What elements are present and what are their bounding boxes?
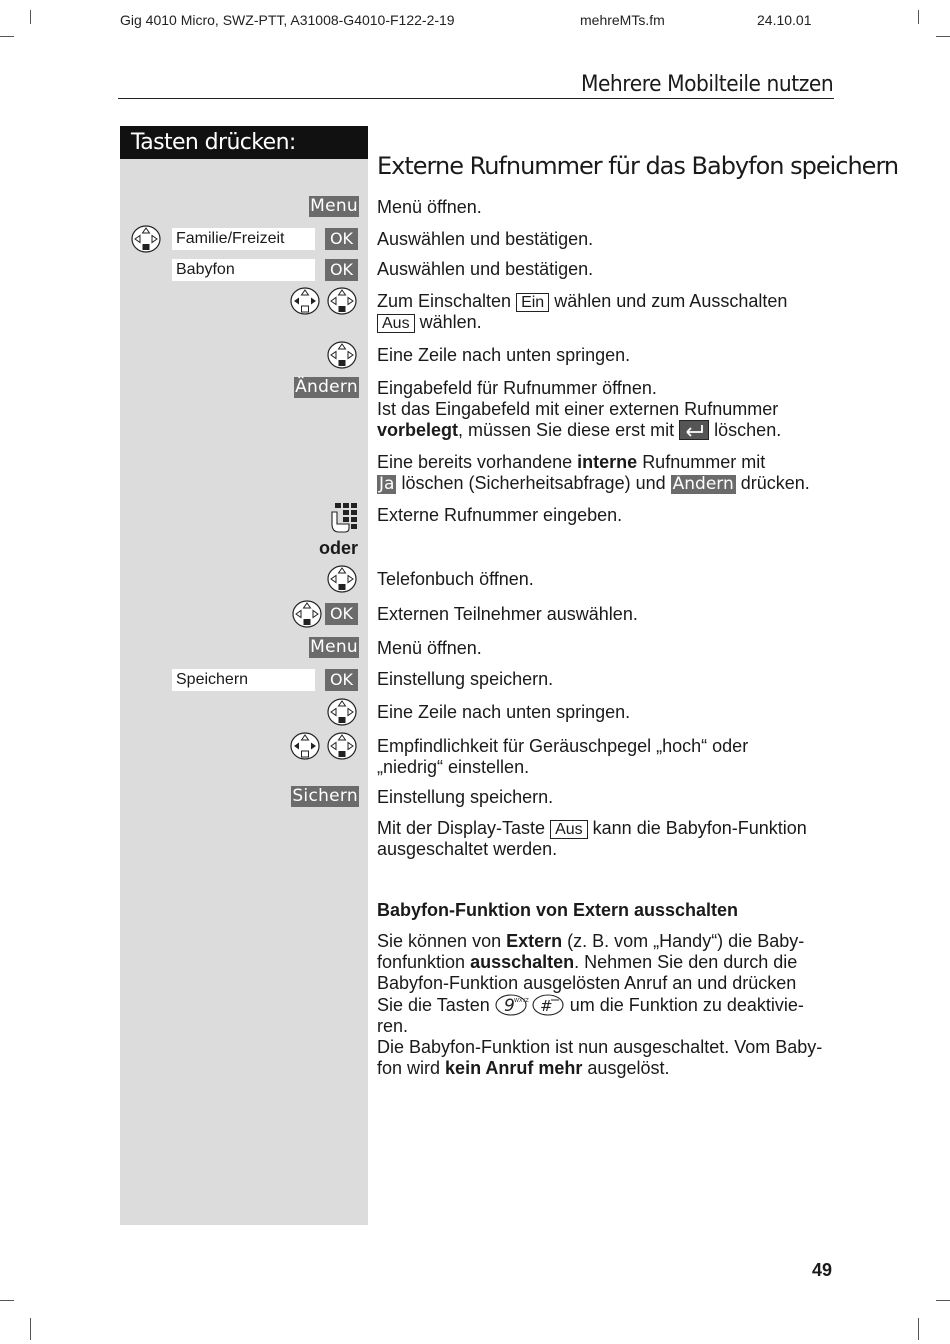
step-text: „niedrig“ einstellen. <box>377 757 530 777</box>
nav-key-down-icon[interactable] <box>327 697 357 727</box>
step-text: Externe Rufnummer eingeben. <box>377 505 623 525</box>
crop-mark <box>30 1318 31 1340</box>
step-text-block <box>377 291 837 333</box>
header-date: 24.10.01 <box>757 12 812 28</box>
step-text: , müssen Sie diese erst mit <box>458 420 675 440</box>
body-text: fonfunktion <box>377 952 466 972</box>
page-title: Externe Rufnummer für das Babyfon speichern <box>377 152 899 180</box>
key-hash-symbol: # <box>539 997 553 1015</box>
nav-key-down-icon[interactable] <box>327 340 357 370</box>
step-text-block <box>377 452 837 494</box>
step-text-block <box>377 378 837 441</box>
nav-key-left-right-icon[interactable] <box>290 731 320 761</box>
step-text: löschen (Sicherheitsabfrage) und <box>401 473 666 493</box>
step-text: drücken. <box>740 473 810 493</box>
menu-softkey[interactable]: Menu <box>310 196 358 216</box>
body-text: (z. B. vom „Handy“) die Baby- <box>567 931 805 951</box>
step-text: Eingabefeld für Rufnummer öffnen. <box>377 378 657 398</box>
step-text: Menü öffnen. <box>377 638 482 658</box>
step-text: Empfindlichkeit für Geräuschpegel „hoch“ oder <box>377 736 749 756</box>
header-doc-info: Gig 4010 Micro, SWZ-PTT, A31008-G4010-F122-2-19 <box>120 12 455 28</box>
body-text: ausgelöst. <box>587 1058 670 1078</box>
sichern-softkey[interactable]: Sichern <box>292 786 358 806</box>
aendern-softkey[interactable]: Ändern <box>295 377 358 397</box>
ok-softkey[interactable]: OK <box>325 228 358 250</box>
crop-mark <box>936 36 950 37</box>
nav-key-down-icon[interactable] <box>327 564 357 594</box>
oder-label: oder <box>318 538 358 558</box>
body-text: Sie die Tasten <box>377 995 490 1015</box>
key-9-digit: 9 <box>503 996 515 1016</box>
menu-field-speichern[interactable]: Speichern <box>172 669 315 691</box>
ok-softkey[interactable]: OK <box>325 669 358 691</box>
step-text: Einstellung speichern. <box>377 669 554 689</box>
ok-softkey[interactable]: OK <box>325 603 358 625</box>
section-title: Mehrere Mobilteile nutzen <box>580 72 833 97</box>
crop-mark <box>918 10 919 24</box>
step-text: Ist das Eingabefeld mit einer externen Rufnummer <box>377 399 779 419</box>
ja-softkey[interactable]: Ja <box>379 474 395 494</box>
body-text: Die Babyfon-Funktion ist nun ausgeschaltet. Vom Baby- <box>377 1037 823 1057</box>
nav-key-icon[interactable] <box>131 224 161 254</box>
step-text-bold: interne <box>577 452 638 472</box>
nav-key-up-icon[interactable] <box>327 731 357 761</box>
step-text: Rufnummer mit <box>642 452 766 472</box>
page-number: 49 <box>812 1260 833 1280</box>
step-text-bold: vorbelegt <box>377 420 459 440</box>
step-text: wählen und zum Ausschalten <box>554 291 788 311</box>
body-text: ren. <box>377 1016 409 1036</box>
body-text-bold: Extern <box>506 931 563 951</box>
keypad-icon[interactable] <box>329 502 359 534</box>
crop-mark <box>0 1300 14 1301</box>
crop-mark <box>0 36 14 37</box>
nav-key-left-right-icon[interactable] <box>290 286 320 316</box>
key-9-and-hash-icon[interactable] <box>495 994 565 1016</box>
body-text: Babyfon-Funktion ausgelösten Anruf an und drücken <box>377 973 797 993</box>
step-text-block <box>377 818 837 860</box>
nav-key-up-icon[interactable] <box>327 286 357 316</box>
crop-mark <box>30 10 31 24</box>
body-text: fon wird <box>377 1058 441 1078</box>
step-text: löschen. <box>714 420 782 440</box>
subsection-body <box>377 931 837 1079</box>
step-text: Telefonbuch öffnen. <box>377 569 534 589</box>
step-text: Eine Zeile nach unten springen. <box>377 345 631 365</box>
left-column-heading: Tasten drücken: <box>120 126 368 159</box>
step-text: Externen Teilnehmer auswählen. <box>377 604 638 624</box>
display-key-ein[interactable]: Ein <box>516 293 549 312</box>
nav-key-icon[interactable] <box>292 599 322 629</box>
step-text: Einstellung speichern. <box>377 787 554 807</box>
header-rule <box>118 98 834 99</box>
crop-mark <box>918 1318 919 1340</box>
body-text: Sie können von <box>377 931 502 951</box>
step-text: ausgeschaltet werden. <box>377 839 558 859</box>
step-text: Zum Einschalten <box>377 291 512 311</box>
body-text-bold: kein Anruf mehr <box>445 1058 583 1078</box>
step-text: Mit der Display-Taste <box>377 818 546 838</box>
step-text: Auswählen und bestätigen. <box>377 259 594 279</box>
menu-field-babyfon[interactable]: Babyfon <box>172 259 315 281</box>
step-text: wählen. <box>419 312 482 332</box>
step-text: Eine Zeile nach unten springen. <box>377 702 631 722</box>
body-text: . Nehmen Sie den durch die <box>574 952 798 972</box>
display-key-aus[interactable]: Aus <box>550 820 588 839</box>
body-text-bold: ausschalten <box>470 952 575 972</box>
subsection-title: Babyfon-Funktion von Extern ausschalten <box>377 900 739 920</box>
step-text: Menü öffnen. <box>377 197 482 217</box>
backspace-key-icon[interactable] <box>679 420 709 440</box>
menu-field-familie[interactable]: Familie/Freizeit <box>172 228 315 250</box>
aendern-softkey[interactable]: Ändern <box>672 474 734 494</box>
step-text: Auswählen und bestätigen. <box>377 229 594 249</box>
header-file: mehreMTs.fm <box>580 12 665 28</box>
step-text-block <box>377 736 837 778</box>
key-9-letters: WXYZ <box>513 998 529 1004</box>
display-key-aus[interactable]: Aus <box>377 314 415 333</box>
step-text: kann die Babyfon-Funktion <box>592 818 807 838</box>
body-text: um die Funktion zu deaktivie- <box>569 995 804 1015</box>
menu-softkey[interactable]: Menu <box>310 637 358 657</box>
ok-softkey[interactable]: OK <box>325 259 358 281</box>
step-text: Eine bereits vorhandene <box>377 452 573 472</box>
crop-mark <box>936 1300 950 1301</box>
